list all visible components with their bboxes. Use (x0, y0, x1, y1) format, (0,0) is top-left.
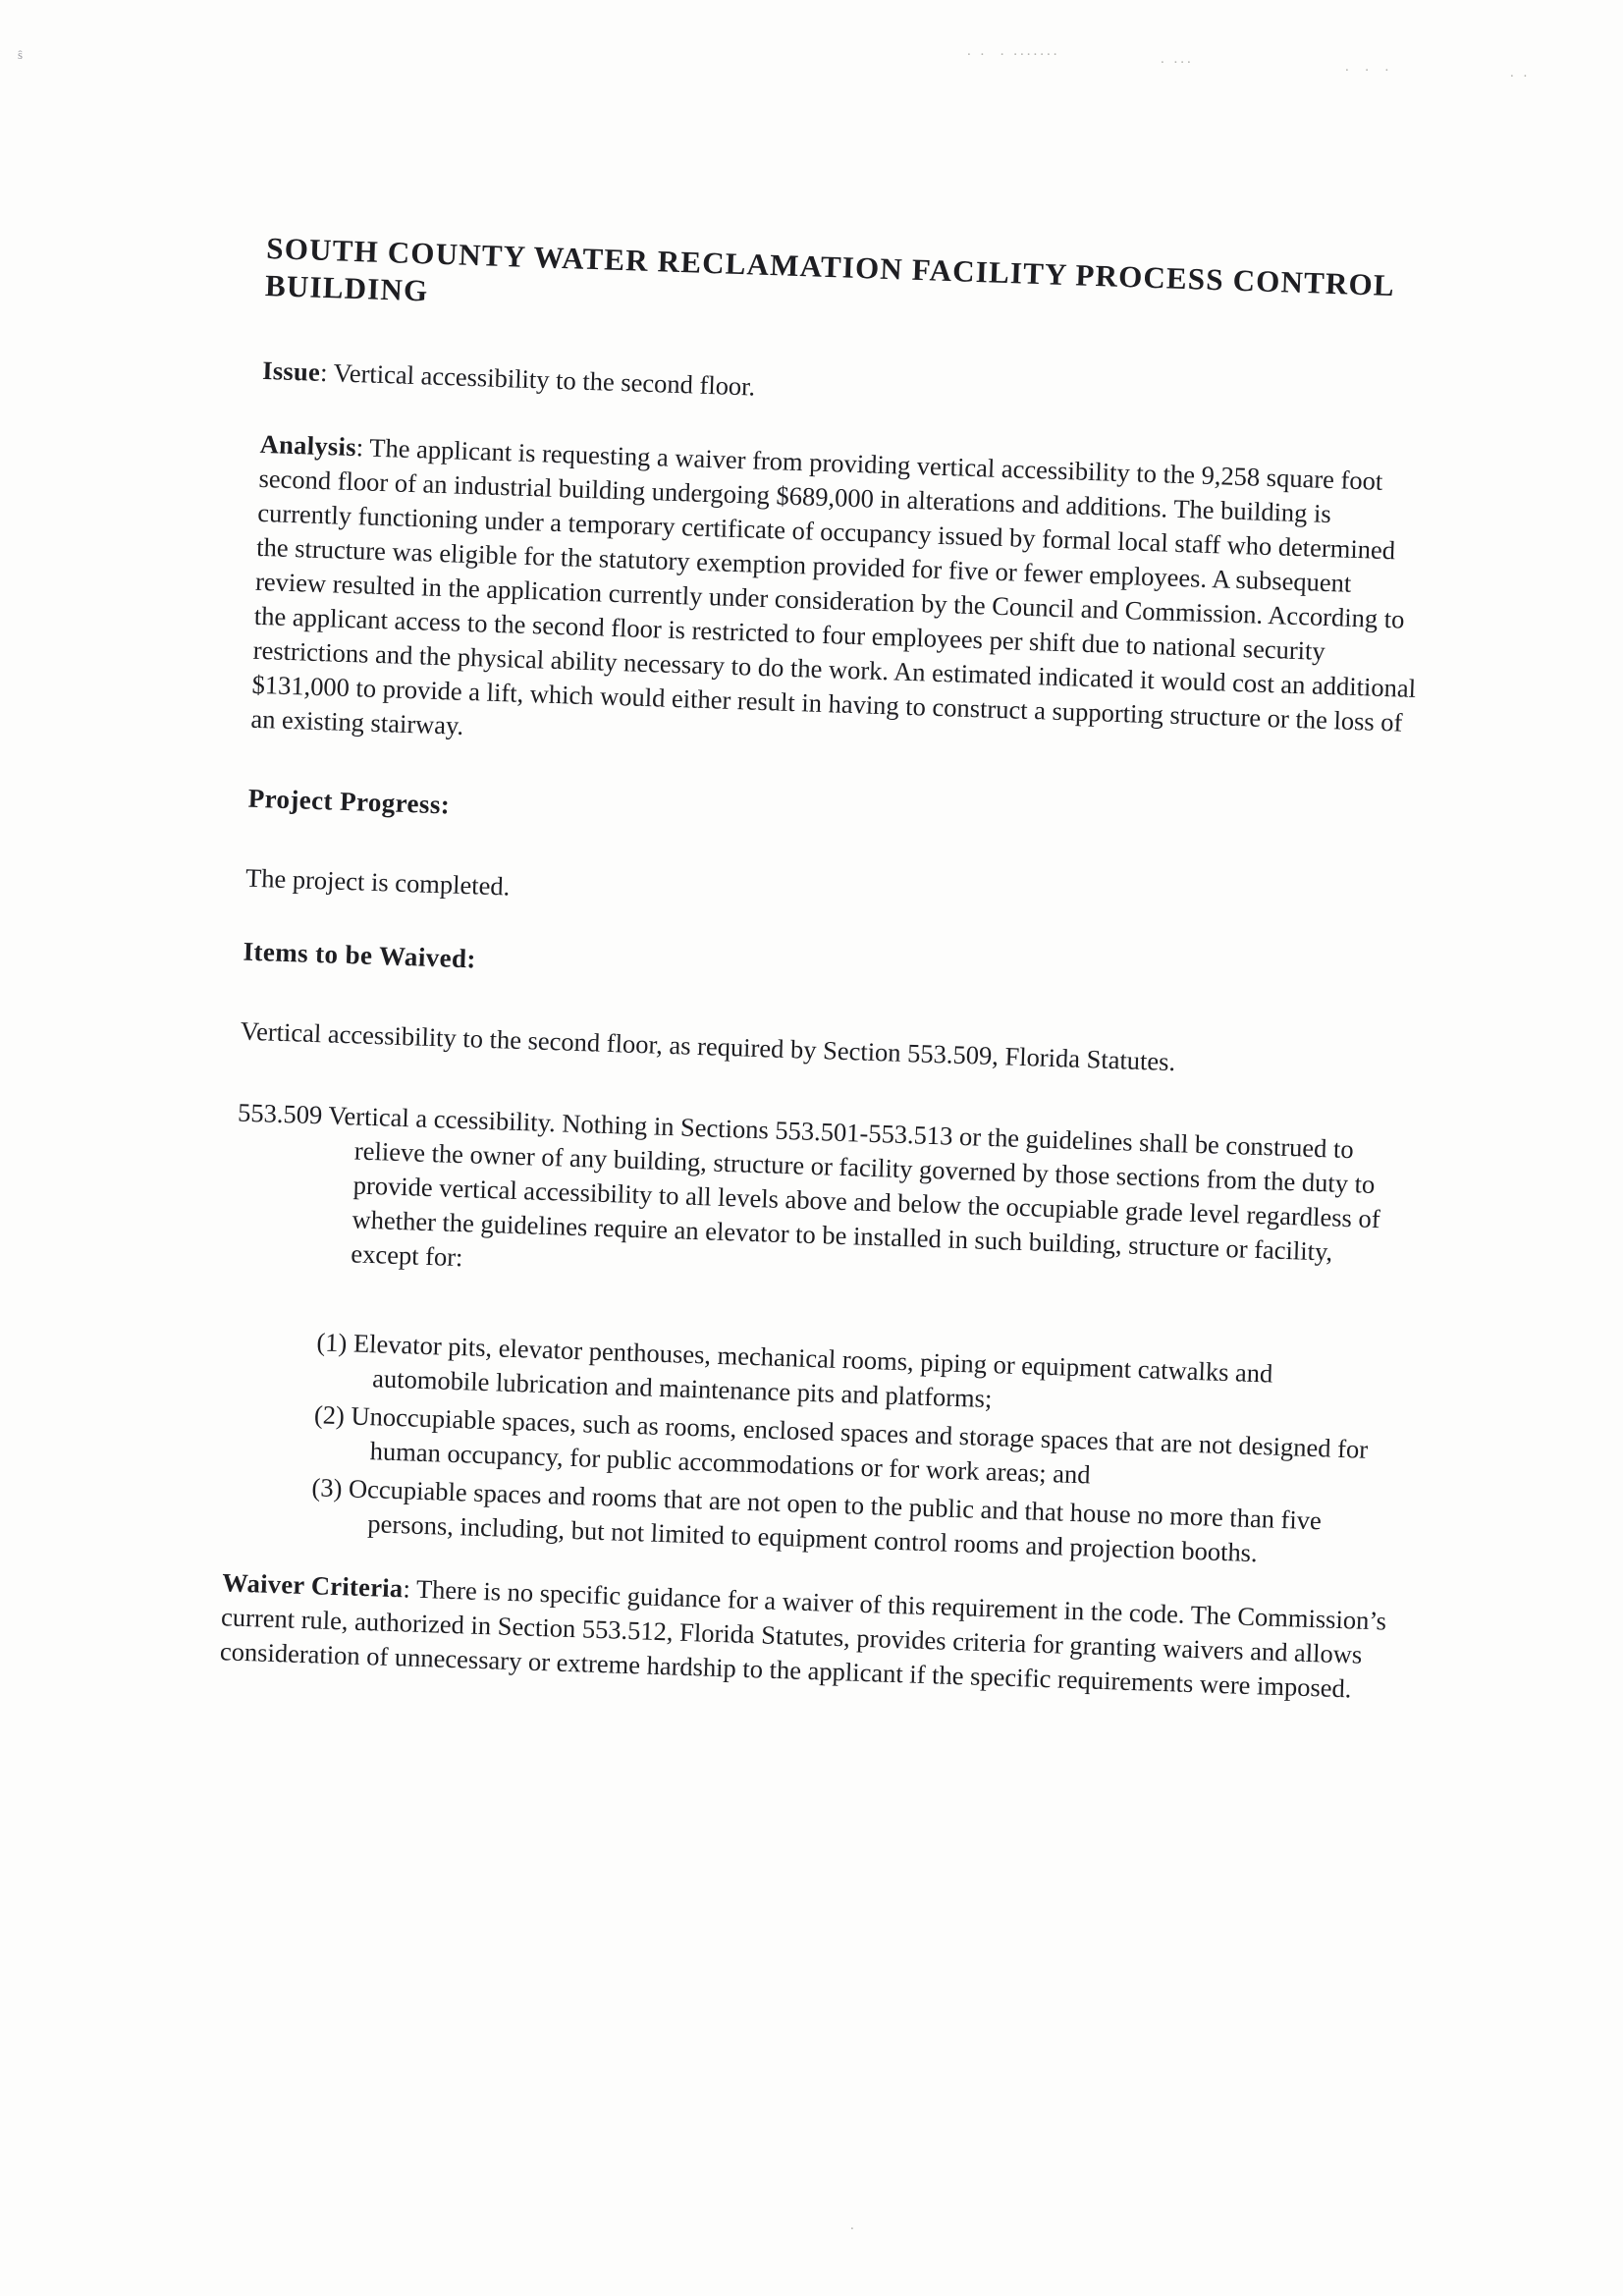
scan-artifact-top-dots-4: . . (1510, 65, 1531, 81)
document-content (219, 230, 1436, 1708)
scan-artifact-top-dots-2: . ... (1161, 51, 1194, 67)
statute-exception-3-number: (3) (311, 1472, 343, 1503)
issue-label: Issue (261, 355, 321, 387)
scan-artifact-top-dots-3: . . . (1345, 59, 1392, 75)
statute-exception-2-text: Unoccupiable spaces, such as rooms, enclosed spaces and storage spaces that are not designed for human occupancy, for public accommodations or for work areas; and (344, 1400, 1369, 1490)
analysis-text: : The applicant is requesting a waiver from providing vertical accessibility to the 9,258 square foot second floor of an industrial building undergoing $689,000 in alterations and additions. The building is currently functioning under a temporary certificate of occupancy issued by formal local staff who determined the structure was eligible for the statutory exemption provided for five or fewer employees. A subsequent review resulted in the application currently under consideration by the Council and Commission. According to the applicant access to the second floor is restricted to four employees per shift due to national security restrictions and the physical ability necessary to do the work. An estimated indicated it would cost an additional $131,000 to provide a lift, which would either result in having to construct a supporting structure or the loss of an existing stairway. (249, 432, 1417, 740)
statute-exception-1-text: Elevator pits, elevator penthouses, mechanical rooms, piping or equipment catwalks and automobile lubrication and maintenance pits and platforms; (346, 1328, 1273, 1414)
statute-exception-1-number: (1) (315, 1327, 348, 1358)
project-progress-text: The project is completed. (244, 862, 511, 902)
statute-number: 553.509 (237, 1097, 323, 1130)
scan-artifact-bottom-dot: . (850, 2217, 857, 2233)
document-title: SOUTH COUNTY WATER RECLAMATION FACILITY PROCESS CONTROL BUILDING (264, 230, 1394, 308)
issue-line (262, 354, 1434, 427)
analysis-paragraph (250, 427, 1431, 775)
scan-artifact-top-dots-1: . . . ....... (967, 43, 1060, 59)
statute-exception-2-number: (2) (313, 1399, 346, 1431)
statute-exceptions-list (224, 1322, 1401, 1574)
statute-body: Vertical a ccessibility. Nothing in Sections 553.501-553.513 or the guidelines shall be construed to relieve the owner of any building, structure or facility governed by those sections from the duty to provide vertical accessibility to all levels above and below the occupiable grade level regardless of whether the guidelines require an elevator to be installed in such building, structure or facility, except for: (321, 1100, 1381, 1273)
items-to-be-waived-text: Vertical accessibility to the second floor, as required by Section 553.509, Florida Statutes. (240, 1015, 1176, 1077)
scan-artifact-top-left: ŝ (18, 47, 27, 62)
items-to-be-waived-heading: Items to be Waived: (243, 936, 477, 974)
waiver-criteria-text: : There is no specific guidance for a waiver of this requirement in the code. The Commission’s current rule, authorized in Section 553.512, Florida Statutes, provides criteria for granting waivers and allows consideration of unnecessary or extreme hardship to the applicant if the specific requirements were imposed. (219, 1573, 1387, 1704)
statute-553-509 (233, 1096, 1406, 1306)
analysis-label: Analysis (259, 428, 357, 463)
project-progress-heading: Project Progress: (247, 783, 451, 820)
waiver-criteria-label: Waiver Criteria (221, 1567, 405, 1604)
waiver-criteria-paragraph (219, 1565, 1392, 1707)
issue-text: : Vertical accessibility to the second floor. (319, 356, 756, 402)
statute-exception-3-text: Occupiable spaces and rooms that are not open to the public and that house no more than five persons, including, but not limited to equipment control rooms and projection booths. (341, 1473, 1323, 1568)
